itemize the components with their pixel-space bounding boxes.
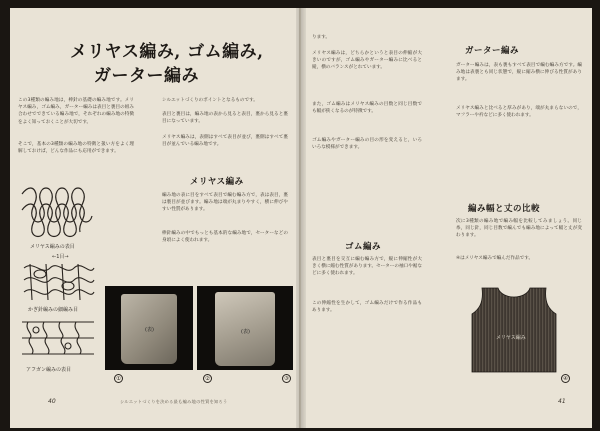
meriyasu-paragraph-2: 棒針編みの中でもっとも基本的な編み地で，セーターなどの身頃によく使われます。	[162, 231, 288, 244]
stitch-diagram-afghan	[20, 316, 96, 364]
gomu-paragraph: 表目と裏目を交互に編む編み方で，縦に伸縮性が大きく横に縮む性質があります。セーターの袖口や裾などに多く使われます。	[312, 257, 422, 277]
intro-paragraph: この3種類の編み地は，棒針の基礎の編み地です。メリヤス編み，ゴム編み，ガーター編みは表目と裏目の組み合わせでできている編み地で，それぞれの編み地の特徴をよく知っておくことが大切です。	[18, 98, 134, 125]
knit-photo-2: (表)	[197, 286, 293, 370]
hikaku-paragraph: 次に3種類の編み地で編み幅を比較してみましょう。同じ糸，同じ針，同じ目数で編んでも編み地によって幅と丈が変わります。	[456, 219, 582, 239]
vest-label: メリヤス編み	[496, 335, 526, 341]
garter-paragraph: ガーター編みは，表も裏もすべて表目で編む編み方です。編み地は表裏とも同じ状態で，縦に縮み横に伸びる性質があります。	[456, 63, 582, 83]
top-continuation: ります。	[312, 35, 331, 40]
page-number-right: 41	[558, 398, 566, 405]
diagram-caption-2: かぎ針編みの細編み目	[28, 307, 79, 313]
hikaku-paragraph-2: ④はメリヤス編みで編んだ作品です。	[456, 256, 534, 261]
diagram-caption-1: メリヤス編みの表目	[30, 244, 75, 250]
photo-number-2: ②	[203, 374, 212, 383]
section-title-gomu: ゴム編み	[345, 242, 382, 252]
diagram-stitch-label: ←1目→	[52, 254, 69, 260]
meriyasu-paragraph: 編み地の表に目をすべて表目で編む編み方で，表は表目，裏は裏目が並びます。編み地は端が丸まりやすく，横に伸びやすい性質があります。	[162, 193, 288, 213]
vest-illustration	[464, 284, 564, 376]
diagram-caption-3: アフガン編みの表目	[26, 367, 71, 373]
col2-lead: シルエットづくりのポイントとなるものです。	[162, 98, 258, 103]
col2-paragraph-2: メリヤス編みは，表側はすべて表目が並び，裏側はすべて裏目が並んでいる編み地です。	[162, 135, 288, 148]
col2-paragraph-1: 表目と裏目は，編み地の表から見ると表目，裏から見ると裏目になっています。	[162, 112, 288, 125]
photo-number-1: ①	[114, 374, 123, 383]
page-title-line1: メリヤス編み, ゴム編み,	[70, 42, 264, 62]
right-col1-paragraph-3: ゴム編みやガーター編みの目の形を変えると，いろいろな模様ができます。	[312, 138, 422, 151]
stitch-diagram-crochet	[20, 260, 96, 306]
right-col1-paragraph-2: また，ゴム編みはメリヤス編みの目数と同じ目数でも幅が狭くなるのが特徴です。	[312, 102, 422, 115]
section-title-garter: ガーター編み	[465, 46, 520, 56]
right-col1-paragraph-1: メリヤス編みは，どちらかというと表目の伸縮が大きいのですが，ゴム編みやガーター編みに比べると縦，横のバランスがとれています。	[312, 51, 422, 71]
knit-photo-1: (表)	[105, 286, 193, 370]
stitch-diagram-meriyasu	[20, 184, 94, 240]
vest-number: ④	[561, 374, 570, 383]
garter-paragraph-2: メリヤス編みと比べると厚みがあり，端が丸まらないので，マフラーや衿などに多く使われます。	[456, 106, 582, 119]
page-gutter	[296, 8, 306, 428]
section-title-hikaku: 編み幅と丈の比較	[468, 204, 541, 214]
page-footer-left: シルエットづくりを決める最も編み地の性質を知ろう	[120, 399, 228, 404]
photo-number-3: ③	[282, 374, 291, 383]
gomu-paragraph-2: この伸縮性を生かして，ゴム編みだけで作る作品もあります。	[312, 301, 422, 314]
intro-paragraph-2: そこで，基本の3種類の編み地の特徴と扱い方をよく理解しておけば，どんな作品にも応用ができます。	[18, 142, 134, 155]
section-title-meriyasu: メリヤス編み	[190, 177, 244, 187]
page-title-line2: ガーター編み	[94, 66, 199, 86]
page-number-left: 40	[48, 398, 56, 405]
